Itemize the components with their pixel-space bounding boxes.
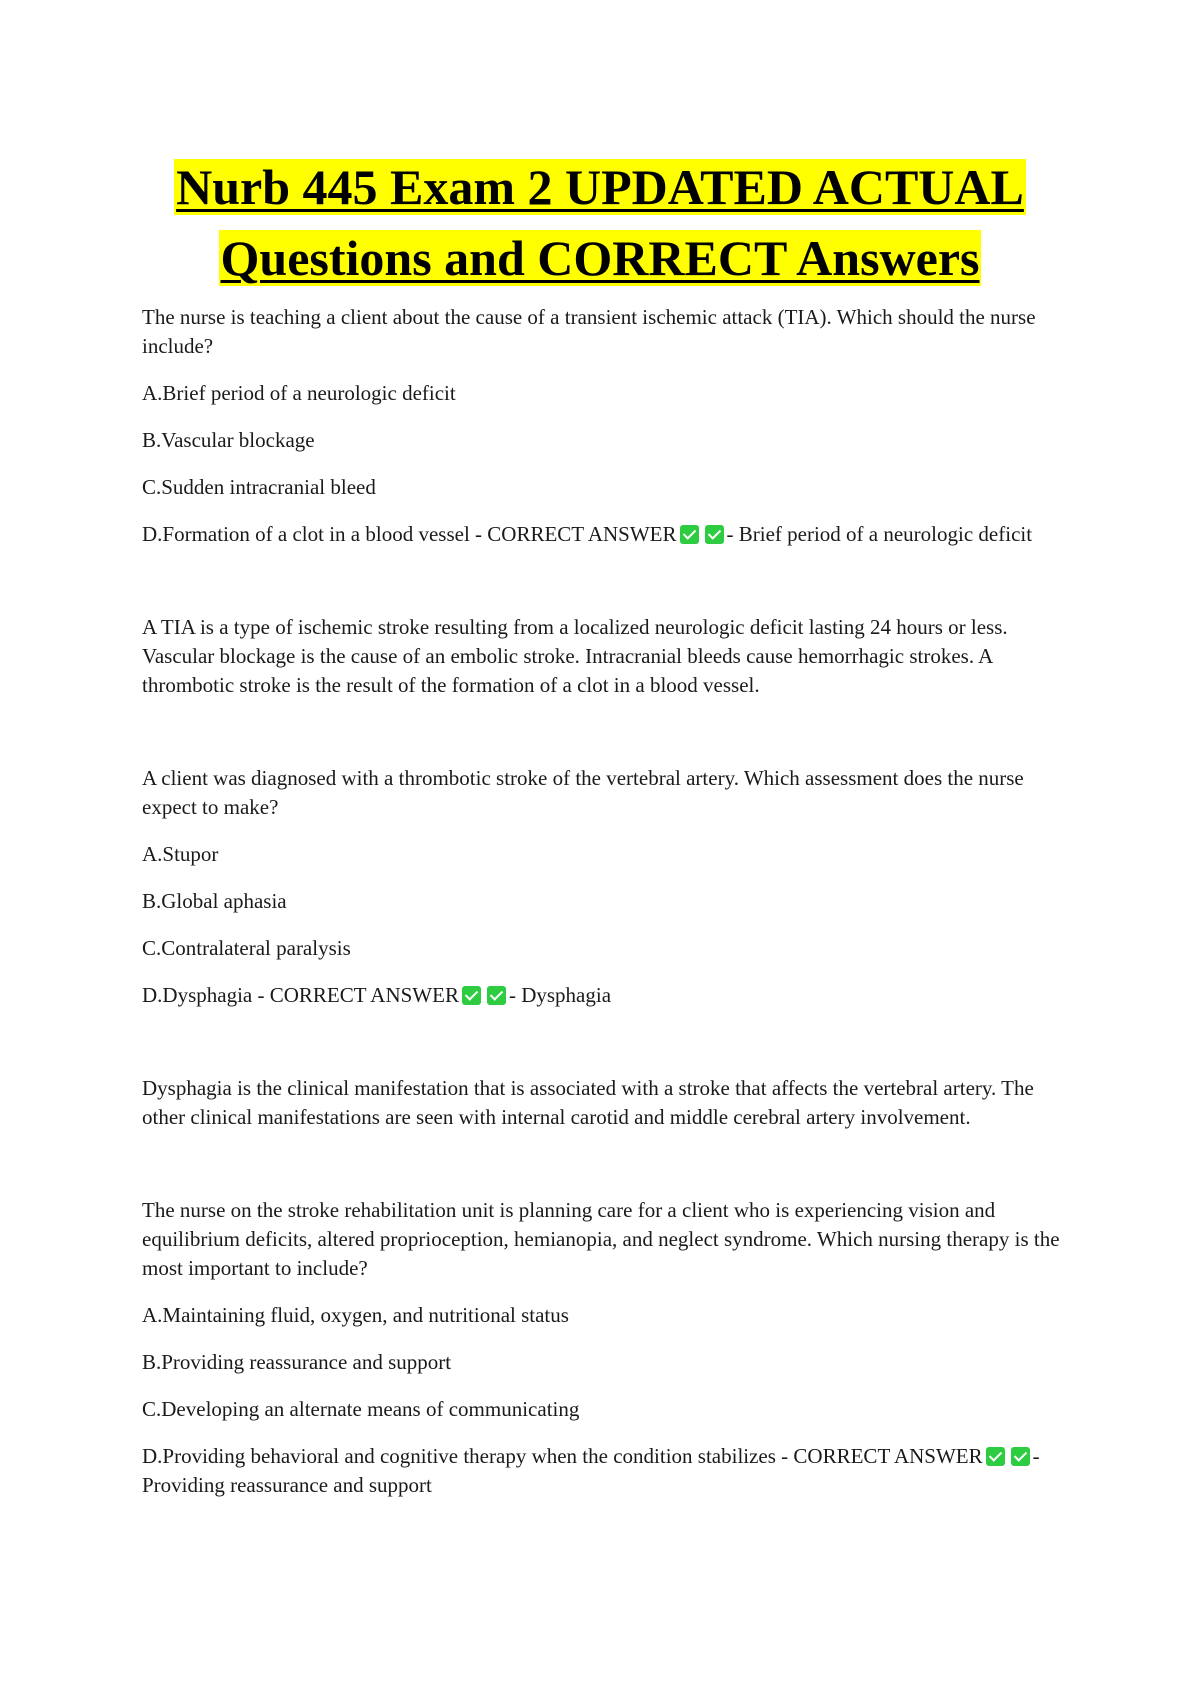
check-icon <box>705 525 724 544</box>
correct-answer: Brief period of a neurologic deficit <box>738 522 1033 546</box>
question-block-1 <box>142 303 1062 700</box>
option-a: A.Stupor <box>142 842 219 866</box>
option-c: C.Developing an alternate means of communicating <box>142 1397 580 1421</box>
check-icon <box>680 525 699 544</box>
option-d-with-answer <box>142 981 1062 1010</box>
question-text: The nurse is teaching a client about the cause of a transient ischemic attack (TIA). Which should the nurse include? <box>142 305 1036 358</box>
check-icon <box>1011 1447 1030 1466</box>
question-block-2 <box>142 764 1062 1132</box>
check-icon <box>487 986 506 1005</box>
option-a: A.Brief period of a neurologic deficit <box>142 381 456 405</box>
option-b: B.Global aphasia <box>142 889 287 913</box>
question-text: A client was diagnosed with a thrombotic stroke of the vertebral artery. Which assessment does the nurse expect to make? <box>142 766 1024 819</box>
check-icon <box>986 1447 1005 1466</box>
document-body <box>142 303 1062 1500</box>
option-d-text: D.Formation of a clot in a blood vessel - CORRECT ANSWER <box>142 522 677 546</box>
option-d-with-answer <box>142 520 1062 549</box>
option-c: C.Contralateral paralysis <box>142 936 351 960</box>
check-icon <box>462 986 481 1005</box>
option-d-text: D.Providing behavioral and cognitive therapy when the condition stabilizes - CORRECT ANSWER <box>142 1444 983 1468</box>
option-d-text: D.Dysphagia - CORRECT ANSWER <box>142 983 459 1007</box>
question-text: The nurse on the stroke rehabilitation unit is planning care for a client who is experiencing vision and equilibrium deficits, altered proprioception, hemianopia, and neglect syndrome. Which nursing therapy is the most important to include? <box>142 1198 1060 1280</box>
answer-explanation: A TIA is a type of ischemic stroke resulting from a localized neurologic deficit lasting 24 hours or less. Vascular blockage is the cause of an embolic stroke. Intracranial bleeds cause hemorrhagic strokes. A thrombotic stroke is the result of the formation of a clot in a blood vessel. <box>142 615 1008 697</box>
option-d-with-answer <box>142 1442 1062 1500</box>
correct-answer: Dysphagia <box>521 983 612 1007</box>
answer-separator: - <box>1032 1444 1040 1468</box>
answer-separator: - <box>508 983 522 1007</box>
question-block-3 <box>142 1196 1062 1500</box>
document-title <box>150 152 1050 294</box>
answer-separator: - <box>726 522 739 546</box>
correct-answer: Providing reassurance and support <box>142 1473 432 1497</box>
title-line-2: Questions and CORRECT Answers <box>220 230 980 286</box>
title-line-1: Nurb 445 Exam 2 UPDATED ACTUAL <box>176 159 1024 215</box>
option-a: A.Maintaining fluid, oxygen, and nutritional status <box>142 1303 569 1327</box>
option-b: B.Vascular blockage <box>142 428 315 452</box>
option-c: C.Sudden intracranial bleed <box>142 475 376 499</box>
answer-explanation: Dysphagia is the clinical manifestation that is associated with a stroke that affects the vertebral artery. The other clinical manifestations are seen with internal carotid and middle cerebral artery involvement. <box>142 1076 1034 1129</box>
option-b: B.Providing reassurance and support <box>142 1350 452 1374</box>
